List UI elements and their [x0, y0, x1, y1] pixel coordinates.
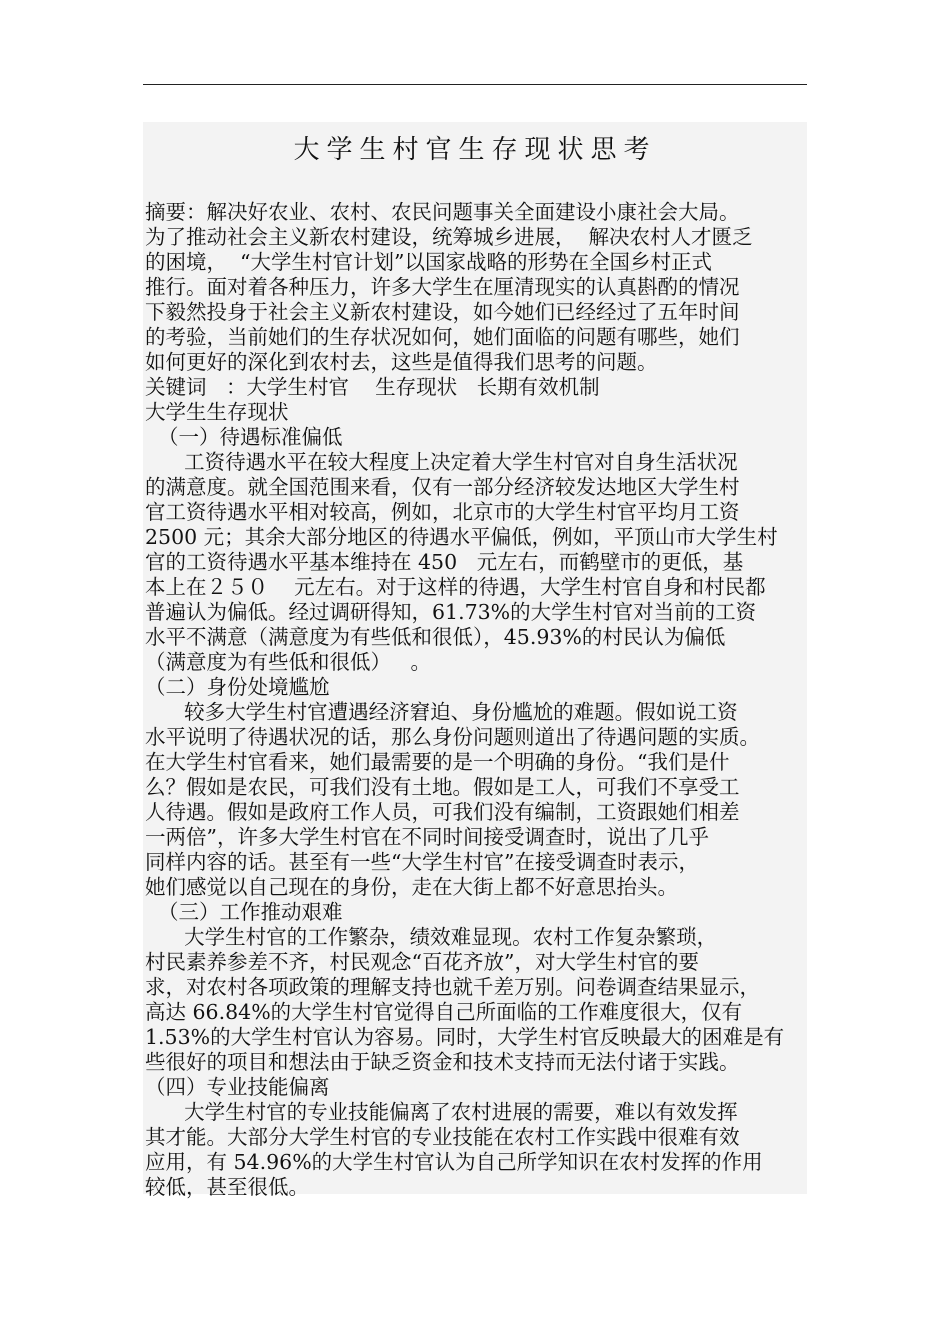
body-line: 较多大学生村官遭遇经济窘迫、身份尴尬的难题。假如说工资 [145, 700, 738, 724]
body-line: 村民素养参差不齐，村民观念“百花齐放”，对大学生村官的要 [145, 950, 699, 974]
subsection-heading: （一）待遇标准偏低 [145, 425, 343, 449]
abstract-line: 为了推动社会主义新农村建设，统筹城乡进展， 解决农村人才匮乏 [145, 225, 753, 249]
subsection-heading: （二）身份处境尴尬 [145, 675, 330, 699]
body-line: 本上在２５０ 元左右。对于这样的待遇，大学生村官自身和村民都 [145, 575, 766, 599]
body-line: 1.53%的大学生村官认为容易。同时，大学生村官反映最大的困难是有 [145, 1025, 785, 1049]
abstract-line: 下毅然投身于社会主义新农村建设，如今她们已经经过了五年时间 [145, 300, 740, 324]
body-line: 大学生村官的工作繁杂，绩效难显现。农村工作复杂繁琐， [145, 925, 718, 949]
body-line: 一两倍”，许多大学生村官在不同时间接受调查时，说出了几乎 [145, 825, 709, 849]
body-line: 的满意度。就全国范围来看，仅有一部分经济较发达地区大学生村 [145, 475, 740, 499]
body-line: 普遍认为偏低。经过调研得知，61.73%的大学生村官对当前的工资 [145, 600, 757, 624]
body-line: 应用，有 54.96%的大学生村官认为自己所学知识在农村发挥的作用 [145, 1150, 763, 1174]
abstract-line: 的困境， “大学生村官计划”以国家战略的形势在全国乡村正式 [145, 250, 712, 274]
keywords: 关键词 ：大学生村官 生存现状 长期有效机制 [145, 375, 600, 399]
header-rule [143, 84, 807, 85]
body-line: 较低，甚至很低。 [145, 1175, 309, 1199]
body-line: 2500 元；其余大部分地区的待遇水平偏低，例如，平顶山市大学生村 [145, 525, 778, 549]
body-line: 工资待遇水平在较大程度上决定着大学生村官对自身生活状况 [145, 450, 738, 474]
abstract-line: 如何更好的深化到农村去，这些是值得我们思考的问题。 [145, 350, 658, 374]
body-line: 水平说明了待遇状况的话，那么身份问题则道出了待遇问题的实质。 [145, 725, 760, 749]
body-line: 官工资待遇水平相对较高，例如，北京市的大学生村官平均月工资 [145, 500, 740, 524]
body-line: 水平不满意（满意度为有些低和很低），45.93%的村民认为偏低 [145, 625, 726, 649]
body-line: 求，对农村各项政策的理解支持也就千差万别。问卷调查结果显示， [145, 975, 760, 999]
body-line: 些很好的项目和想法由于缺乏资金和技术支持而无法付诸于实践。 [145, 1050, 740, 1074]
body-line: 大学生村官的专业技能偏离了农村进展的需要，难以有效发挥 [145, 1100, 738, 1124]
section-heading: 大学生生存现状 [145, 400, 289, 424]
abstract-line: 的考验，当前她们的生存状况如何，她们面临的问题有哪些，她们 [145, 325, 740, 349]
abstract-line: 推行。面对着各种压力，许多大学生在厘清现实的认真斟酌的情况 [145, 275, 740, 299]
document-title: 大学生村官生存现状思考 [293, 135, 657, 165]
body-line: 同样内容的话。甚至有一些“大学生村官”在接受调查时表示， [145, 850, 699, 874]
body-line: 高达 66.84%的大学生村官觉得自己所面临的工作难度很大，仅有 [145, 1000, 743, 1024]
body-line: 官的工资待遇水平基本维持在 450 元左右，而鹤壁市的更低，基 [145, 550, 744, 574]
body-line: （满意度为有些低和很低） 。 [145, 650, 432, 674]
abstract-line: 摘要：解决好农业、农村、农民问题事关全面建设小康社会大局。 [145, 200, 740, 224]
body-line: 么？假如是农民，可我们没有土地。假如是工人，可我们不享受工 [145, 775, 740, 799]
subsection-heading: （四）专业技能偏离 [145, 1075, 330, 1099]
body-line: 其才能。大部分大学生村官的专业技能在农村工作实践中很难有效 [145, 1125, 740, 1149]
body-line: 人待遇。假如是政府工作人员，可我们没有编制，工资跟她们相差 [145, 800, 740, 824]
body-line: 在大学生村官看来，她们最需要的是一个明确的身份。“我们是什 [145, 750, 730, 774]
body-line: 她们感觉以自己现在的身份，走在大街上都不好意思抬头。 [145, 875, 678, 899]
subsection-heading: （三）工作推动艰难 [145, 900, 343, 924]
